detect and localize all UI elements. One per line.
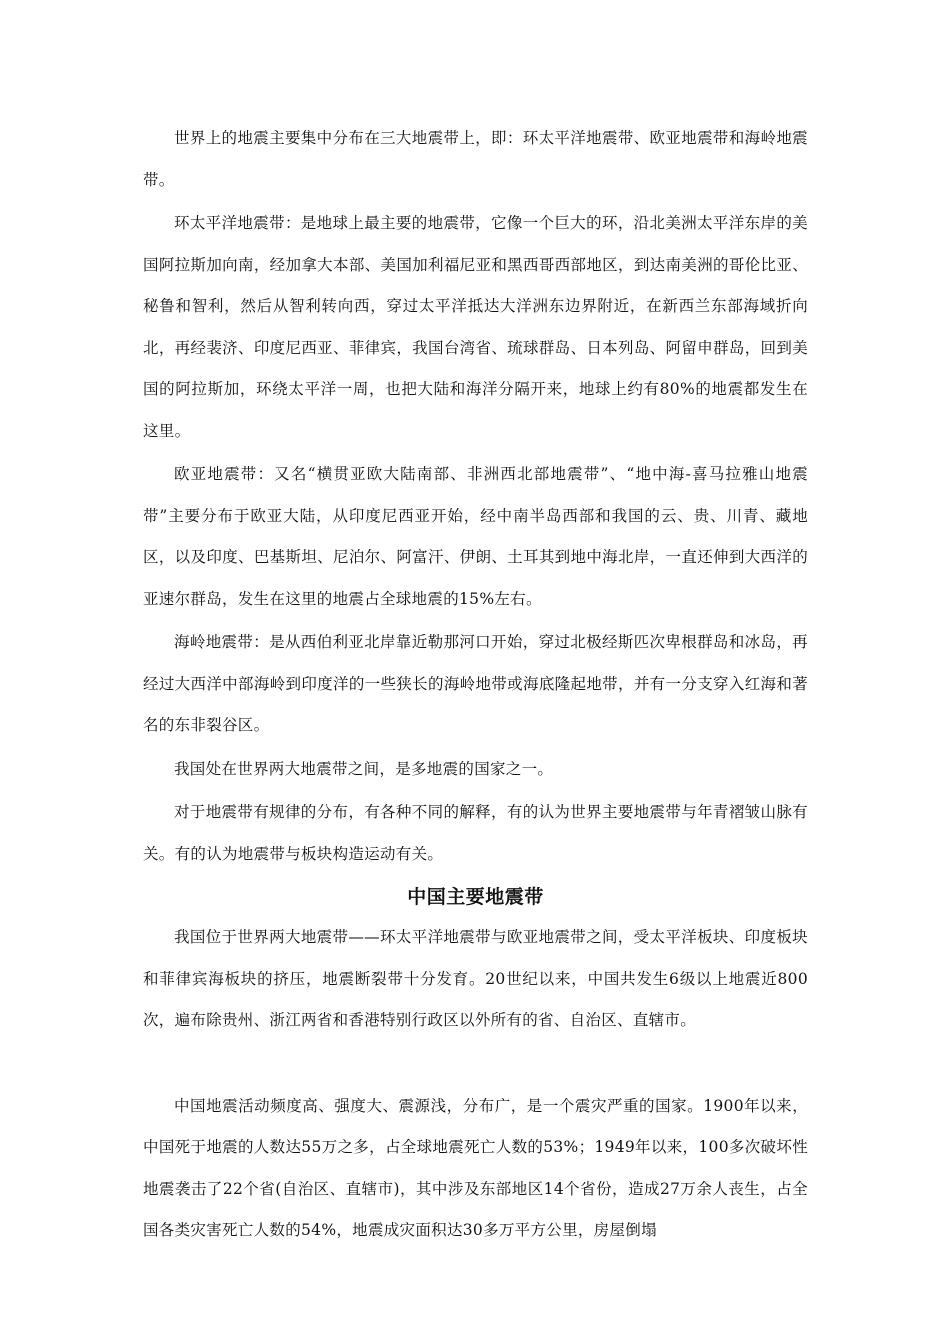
paragraph-eurasian-belt: 欧亚地震带：又名“横贯亚欧大陆南部、非洲西北部地震带”、“地中海-喜马拉雅山地震带”主要分布于欧亚大陆，从印度尼西亚开始，经中南半岛西部和我国的云、贵、川青、藏地区，以及印度、巴基斯坦、尼泊尔、阿富汗、伊朗、土耳其到地中海北岸，一直还伸到大西洋的亚速尔群岛，发生在这里的地震占全球地震的15%左右。: [143, 465, 808, 608]
paragraph-china-location: 我国处在世界两大地震带之间，是多地震的国家之一。: [174, 759, 554, 778]
blank-line: [143, 1044, 808, 1086]
paragraph-pacific-belt: 环太平洋地震带：是地球上最主要的地震带，它像一个巨大的环，沿北美洲太平洋东岸的美国阿拉斯加向南，经加拿大本部、美国加利福尼亚和黑西哥西部地区，到达南美洲的哥伦比亚、秘鲁和智利，然后从智利转向西，穿过太平洋抵达大洋洲东边界附近，在新西兰东部海域折向北，再经裴济、印度尼西亚、菲律宾，我国台湾省、琉球群岛、日本列岛、阿留申群岛，回到美国的阿拉斯加，环绕太平洋一周，也把大陆和海洋分隔开来，地球上约有80%的地震都发生在这里。: [143, 214, 808, 440]
paragraph-china-belts: 我国位于世界两大地震带——环太平洋地震带与欧亚地震带之间，受太平洋板块、印度板块和菲律宾海板块的挤压，地震断裂带十分发育。20世纪以来，中国共发生6级以上地震近800次，遍布除贵州、浙江两省和香港特别行政区以外所有的省、自治区、直辖市。: [143, 928, 808, 1029]
section-heading: 中国主要地震带: [407, 886, 544, 908]
paragraph-intro: 世界上的地震主要集中分布在三大地震带上，即：环太平洋地震带、欧亚地震带和海岭地震带。: [143, 129, 808, 189]
document-page: [143, 118, 808, 1254]
paragraph-china-damage: 中国地震活动频度高、强度大、震源浅，分布广，是一个震灾严重的国家。1900年以来，中国死于地震的人数达55万之多，占全球地震死亡人数的53%；1949年以来，100多次破坏性地震袭击了22个省(自治区、直辖市)，其中涉及东部地区14个省份，造成27万余人丧生，占全国各类灾害死亡人数的54%，地震成灾面积达30多万平方公里，房屋倒塌: [143, 1096, 808, 1239]
paragraph-explanations: 对于地震带有规律的分布，有各种不同的解释，有的认为世界主要地震带与年青褶皱山脉有关。有的认为地震带与板块构造运动有关。: [143, 803, 808, 863]
paragraph-ridge-belt: 海岭地震带：是从西伯利亚北岸靠近勒那河口开始，穿过北极经斯匹次卑根群岛和冰岛，再经过大西洋中部海岭到印度洋的一些狭长的海岭地带或海底隆起地带，并有一分支穿入红海和著名的东非裂谷区。: [143, 633, 808, 734]
